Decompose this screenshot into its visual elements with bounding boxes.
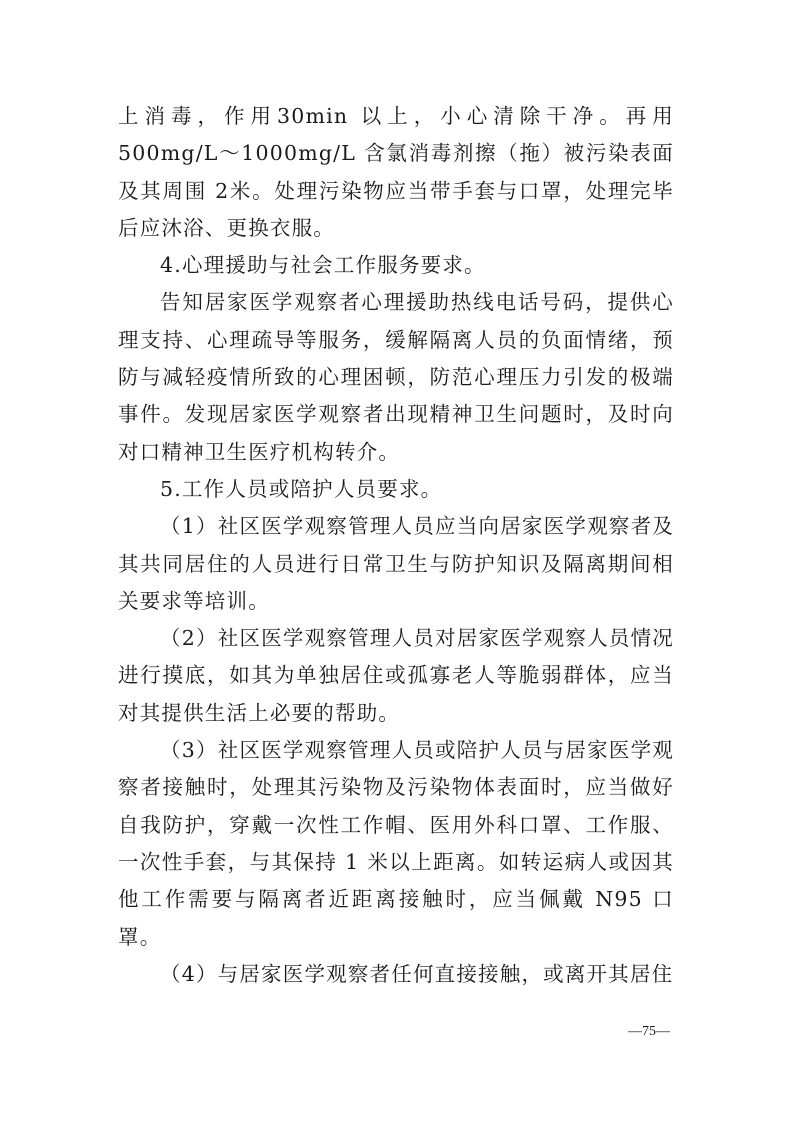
heading-psychological-assistance: 4.心理援助与社会工作服务要求。 [160, 253, 486, 278]
body-text [118, 98, 674, 993]
paragraph-requirement-4: （4）与居家医学观察者任何直接接触，或离开其居住 [160, 961, 674, 986]
heading-staff-requirements: 5.工作人员或陪护人员要求。 [160, 476, 443, 501]
paragraph-requirement-3: （3）社区医学观察管理人员或陪护人员与居家医学观察者接触时，处理其污染物及污染物体表面时，应当做好自我防护，穿戴一次性工作帽、医用外科口罩、工作服、一次性手套，与其保持 1 米以上距离。如转运病人或因其他工作需要与隔离者近距离接触时，应当佩戴 N95 口罩。 [118, 738, 674, 949]
paragraph-disinfection-continued: 上消毒，作用30min 以上，小心清除干净。再用 500mg/L～1000mg/L 含氯消毒剂擦（拖）被污染表面及其周围 2米。处理污染物应当带手套与口罩，处理完毕后应沐浴、更换衣服。 [118, 104, 674, 240]
page-number: —75— [628, 1024, 670, 1039]
paragraph-requirement-2: （2）社区医学观察管理人员对居家医学观察人员情况进行摸底，如其为单独居住或孤寡老人等脆弱群体，应当对其提供生活上必要的帮助。 [118, 626, 674, 725]
paragraph-psychological-assistance: 告知居家医学观察者心理援助热线电话号码，提供心理支持、心理疏导等服务，缓解隔离人员的负面情绪，预防与减轻疫情所致的心理困顿，防范心理压力引发的极端事件。发现居家医学观察者出现精神卫生问题时，及时向对口精神卫生医疗机构转介。 [118, 290, 674, 464]
paragraph-requirement-1: （1）社区医学观察管理人员应当向居家医学观察者及其共同居住的人员进行日常卫生与防护知识及隔离期间相关要求等培训。 [118, 514, 674, 613]
